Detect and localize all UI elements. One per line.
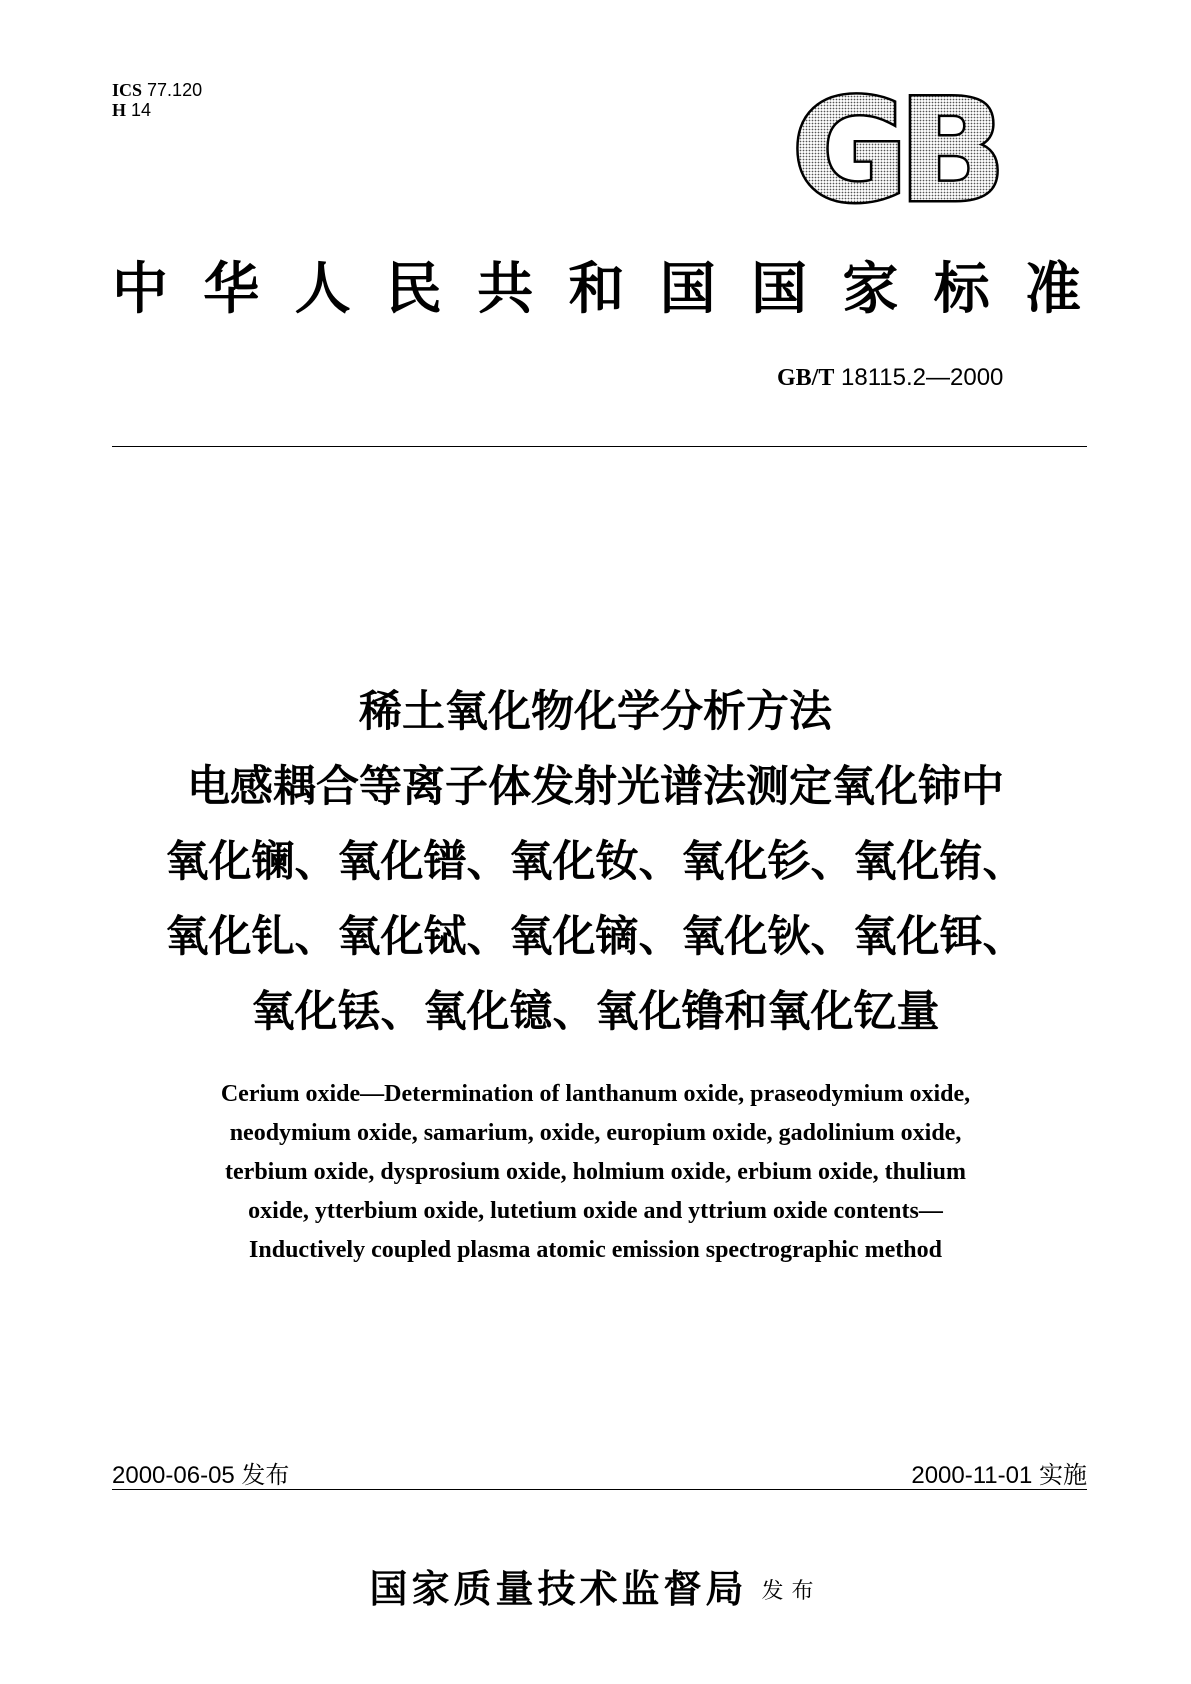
chinese-title-line: 氧化钆、氧化铽、氧化镝、氧化钬、氧化铒、: [165, 912, 1026, 962]
english-title-line: Cerium oxide—Determination of lanthanum oxide, praseodymium oxide,: [220, 1081, 971, 1107]
issue-date: 2000-06-05 发布: [112, 1462, 290, 1489]
ccs-line: [112, 100, 202, 120]
chinese-title-line: 氧化铥、氧化镱、氧化镥和氧化钇量: [251, 987, 940, 1037]
english-title-line: neodymium oxide, samarium, oxide, europium oxide, gadolinium oxide,: [229, 1120, 962, 1146]
standard-code: 18115.2—2000: [841, 364, 1004, 391]
ics-label: ICS: [112, 80, 143, 100]
footer-divider: [112, 1489, 1087, 1490]
english-title-line: oxide, ytterbium oxide, lutetium oxide and yttrium oxide contents—: [248, 1198, 943, 1224]
header-divider: [112, 446, 1087, 447]
national-standard-heading: 中华人民共和国国家标准: [112, 256, 1087, 322]
publisher: [0, 1558, 1191, 1613]
implementation-date: 2000-11-01 实施: [911, 1462, 1087, 1489]
classification-codes: [112, 80, 202, 120]
publisher-name: 国家质量技术监督局: [369, 1566, 748, 1611]
ics-code: 77.120: [147, 80, 203, 100]
publisher-suffix: 发布: [761, 1579, 822, 1604]
ccs-label: H: [112, 100, 127, 120]
chinese-title-line: 氧化镧、氧化镨、氧化钕、氧化钐、氧化铕、: [165, 837, 1026, 887]
english-title: [150, 1075, 1041, 1270]
chinese-title: [0, 675, 1191, 1050]
ics-line: [112, 80, 202, 100]
english-title-line: Inductively coupled plasma atomic emission spectrographic method: [249, 1237, 942, 1263]
standard-prefix: GB/T: [777, 365, 835, 391]
gb-logo: [778, 92, 1014, 212]
ccs-code: 14: [131, 100, 152, 120]
standard-number: [777, 364, 1003, 392]
chinese-title-line: 稀土氧化物化学分析方法: [359, 687, 832, 737]
english-title-line: terbium oxide, dysprosium oxide, holmium oxide, erbium oxide, thulium: [225, 1159, 966, 1185]
gb-logo-text: GB: [791, 92, 997, 212]
chinese-title-line: 电感耦合等离子体发射光谱法测定氧化铈中: [187, 762, 1004, 812]
